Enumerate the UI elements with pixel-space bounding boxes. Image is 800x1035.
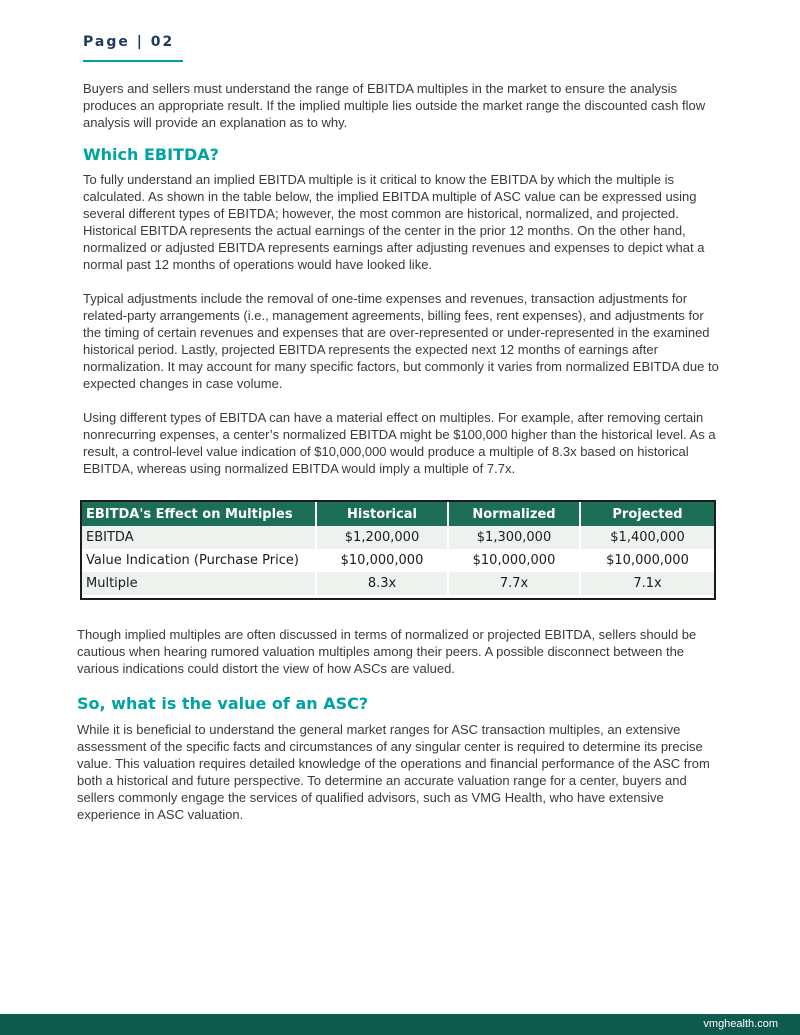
table-cell: $10,000,000 <box>448 549 580 572</box>
table-cell: Value Indication (Purchase Price) <box>82 549 316 572</box>
after-table-section <box>77 626 723 677</box>
table-cell: $1,400,000 <box>580 526 714 549</box>
page-number-label: Page | 02 <box>83 34 175 50</box>
header-divider <box>83 60 183 62</box>
section1-paragraph-1-wrap <box>83 171 723 273</box>
table-cell: $1,200,000 <box>316 526 448 549</box>
table-cell: EBITDA <box>82 526 316 549</box>
table-header-row <box>82 502 714 526</box>
section-heading-asc-value: So, what is the value of an ASC? <box>77 694 369 713</box>
table-cell: $1,300,000 <box>448 526 580 549</box>
table-header-cell: Normalized <box>448 502 580 526</box>
table-cell: $10,000,000 <box>606 553 689 568</box>
table-cell: 7.7x <box>448 572 580 595</box>
section2-wrap <box>77 721 723 823</box>
ebitda-effect-table <box>80 500 716 600</box>
intro-paragraph: Buyers and sellers must understand the range of EBITDA multiples in the market to ensure the analysis produces an appropriate result. If the implied multiple lies outside the market range the discounted cash flow analysis will provide an explanation as to why. <box>83 81 706 130</box>
table-row <box>82 549 714 572</box>
table-cell: 7.1x <box>580 572 714 595</box>
section-heading-which-ebitda: Which EBITDA? <box>83 145 219 164</box>
section1-paragraph-1: To fully understand an implied EBITDA multiple is it critical to know the EBITDA by which the multiple is calculated. As shown in the table below, the implied EBITDA multiple of ASC value can be expressed using several different types of EBITDA; however, the most common are historical, normalized, and projected. Historical EBITDA represents the actual earnings of the center in the prior 12 months. On the other hand, normalized or adjusted EBITDA represents earnings after adjusting revenues and expenses to depict what a normal past 12 months of operations would have looked like. <box>83 172 705 272</box>
section2-paragraph: While it is beneficial to understand the general market ranges for ASC transaction multiples, an extensive assessment of the specific facts and circumstances of any singular center is required to determine its precise value. This valuation requires detailed knowledge of the operations and financial performance of the ASC from both a historical and future perspective. To determine an accurate valuation range for a center, buyers and sellers commonly engage the services of qualified advisors, such as VMG Health, who have extensive experience in ASC valuation. <box>77 722 710 822</box>
footer-website: vmghealth.com <box>703 1018 778 1030</box>
table-header-cell: Projected <box>580 502 714 526</box>
footer-bar <box>0 1014 800 1035</box>
intro-section <box>83 80 723 131</box>
section1-paragraph-3-wrap <box>83 409 723 477</box>
table-cell: $10,000,000 <box>316 549 448 572</box>
table-row <box>82 572 714 595</box>
table-row <box>82 526 714 549</box>
section1-paragraph-2: Typical adjustments include the removal of one-time expenses and revenues, transaction adjustments for related-party arrangements (i.e., management agreements, billing fees, rent expenses), and adjustments for the timing of certain revenues and expenses that are over-represented or under-represented in the examined historical period. Lastly, projected EBITDA represents the expected next 12 months of earnings after normalization. It may account for many specific factors, but commonly it varies from normalized EBITDA due to expected changes in case volume. <box>83 291 719 391</box>
section1-paragraph-2-wrap <box>83 290 723 392</box>
table-cell: 8.3x <box>316 572 448 595</box>
table-cell: Multiple <box>82 572 316 595</box>
table-header-cell: Historical <box>316 502 448 526</box>
after-table-paragraph: Though implied multiples are often discussed in terms of normalized or projected EBITDA, sellers should be cautious when hearing rumored valuation multiples among their peers. A possible disconnect between the various indications could distort the view of how ASCs are valued. <box>77 627 697 676</box>
table-header-cell: EBITDA's Effect on Multiples <box>82 502 316 526</box>
section1-paragraph-3: Using different types of EBITDA can have a material effect on multiples. For example, after removing certain nonrecurring expenses, a center’s normalized EBITDA might be $100,000 higher than the historical level. As a result, a control-level value indication of $10,000,000 would produce a multiple of 8.3x based on historical EBITDA, whereas using normalized EBITDA would imply a multiple of 7.7x. <box>83 410 716 476</box>
